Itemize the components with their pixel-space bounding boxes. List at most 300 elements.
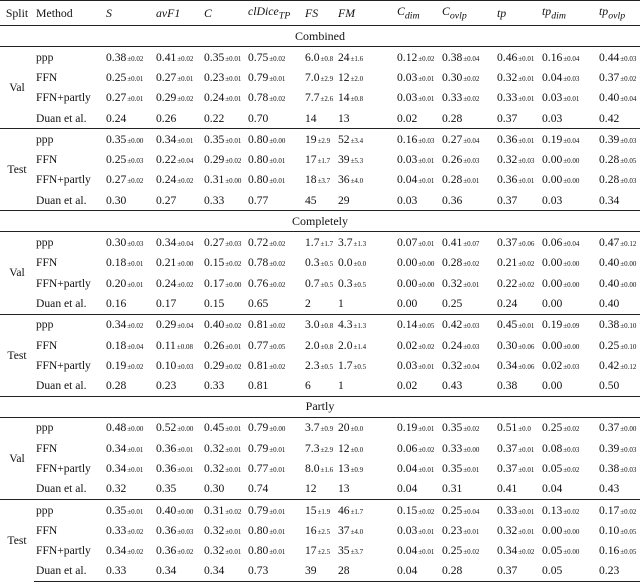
value-mean: 12 xyxy=(305,482,317,496)
value-mean: 0.28 xyxy=(442,173,463,187)
value-std: ±0.00 xyxy=(177,507,194,516)
method-cell: ppp xyxy=(36,50,54,64)
value-std: ±0.01 xyxy=(518,177,535,186)
value-cell xyxy=(204,88,248,108)
value-cell xyxy=(305,314,338,335)
value-mean: 0.03 xyxy=(542,193,563,207)
value-cell xyxy=(497,438,542,458)
value-mean: 0.37 xyxy=(497,193,518,207)
value-std: ±0.01 xyxy=(269,507,286,516)
value-std: ±0.06 xyxy=(518,342,535,351)
value-mean: 0.12 xyxy=(397,50,418,64)
value-mean: 0.29 xyxy=(156,318,177,332)
value-mean: 0.37 xyxy=(497,564,518,578)
table-row xyxy=(0,355,640,375)
value-std: ±0.02 xyxy=(225,157,242,166)
value-std: ±0.03 xyxy=(225,240,242,249)
value-mean: 0.65 xyxy=(248,296,269,310)
value-cell xyxy=(497,149,542,169)
value-std: ±0.9 xyxy=(320,425,334,434)
value-mean: 0.27 xyxy=(106,91,127,105)
value-cell xyxy=(156,67,204,87)
value-mean: 0.72 xyxy=(248,236,269,250)
value-cell xyxy=(106,47,156,68)
value-mean: 0.26 xyxy=(204,338,225,352)
value-cell xyxy=(542,108,599,129)
value-cell xyxy=(497,520,542,540)
value-std: ±0.03 xyxy=(463,322,480,331)
value-cell xyxy=(156,375,204,396)
value-mean: 0.14 xyxy=(397,318,418,332)
value-mean: 0.79 xyxy=(248,503,269,517)
method-cell: ppp xyxy=(36,236,54,250)
value-cell xyxy=(442,88,497,108)
value-cell xyxy=(497,253,542,273)
table-row xyxy=(0,561,640,582)
value-std: ±0.02 xyxy=(269,54,286,63)
value-mean: 0.81 xyxy=(248,379,269,393)
value-mean: 0.36 xyxy=(156,544,177,558)
value-cell xyxy=(542,273,599,293)
value-mean: 0.27 xyxy=(156,70,177,84)
value-std: ±1.6 xyxy=(350,54,364,63)
value-mean: 0.25 xyxy=(106,70,127,84)
value-std: ±0.01 xyxy=(518,465,535,474)
value-std: ±0.00 xyxy=(225,280,242,289)
value-std: ±0.02 xyxy=(563,425,580,434)
value-std: ±0.02 xyxy=(463,74,480,83)
value-cell xyxy=(248,314,305,335)
value-std: ±0.5 xyxy=(320,280,334,289)
value-cell xyxy=(305,190,338,211)
value-cell xyxy=(497,499,542,520)
value-mean: 0.05 xyxy=(542,564,563,578)
value-std: ±0.10 xyxy=(620,322,637,331)
value-cell xyxy=(497,293,542,314)
value-cell xyxy=(542,232,599,253)
table-row xyxy=(0,273,640,293)
value-cell xyxy=(204,499,248,520)
value-mean: 0.31 xyxy=(442,482,463,496)
value-cell xyxy=(338,335,397,355)
value-cell xyxy=(248,458,305,478)
value-std: ±0.00 xyxy=(225,177,242,186)
value-cell xyxy=(442,67,497,87)
value-cell xyxy=(599,273,640,293)
method-header: Method xyxy=(34,1,106,26)
value-cell xyxy=(497,335,542,355)
value-std: ±0.01 xyxy=(418,157,435,166)
value-cell xyxy=(442,108,497,129)
value-cell xyxy=(497,479,542,500)
value-std: ±0.01 xyxy=(518,445,535,454)
value-mean: 52 xyxy=(338,132,350,146)
value-std: ±0.00 xyxy=(418,280,435,289)
value-mean: 3.0 xyxy=(305,318,320,332)
value-std: ±5.3 xyxy=(350,157,364,166)
value-mean: 4.3 xyxy=(338,318,353,332)
value-mean: 0.24 xyxy=(106,111,127,125)
value-cell xyxy=(599,499,640,520)
value-mean: 0.33 xyxy=(204,193,225,207)
method-cell: FFN xyxy=(36,338,58,352)
value-mean: 0.51 xyxy=(497,421,518,435)
value-std: ±4.0 xyxy=(350,177,364,186)
value-std: ±0.03 xyxy=(620,465,637,474)
value-mean: 0.25 xyxy=(599,338,620,352)
value-cell xyxy=(599,293,640,314)
value-mean: 0.74 xyxy=(248,482,269,496)
value-std: ±0.00 xyxy=(127,425,144,434)
value-std: ±1.7 xyxy=(320,240,334,249)
value-cell xyxy=(248,47,305,68)
method-cell: Duan et al. xyxy=(36,482,87,496)
value-cell xyxy=(156,293,204,314)
value-mean: 0.34 xyxy=(156,236,177,250)
value-mean: 39 xyxy=(305,564,317,578)
value-mean: 6 xyxy=(305,379,311,393)
value-cell xyxy=(338,417,397,438)
value-cell xyxy=(248,355,305,375)
value-mean: 7.7 xyxy=(305,91,320,105)
value-cell xyxy=(106,149,156,169)
value-cell xyxy=(497,67,542,87)
method-cell: FFN+partly xyxy=(36,276,91,290)
value-mean: 0.38 xyxy=(442,50,463,64)
value-cell xyxy=(305,232,338,253)
value-mean: 0.37 xyxy=(599,70,620,84)
value-cell xyxy=(106,253,156,273)
value-cell xyxy=(106,520,156,540)
value-cell xyxy=(542,541,599,561)
value-mean: 0.33 xyxy=(442,91,463,105)
value-mean: 0.22 xyxy=(204,111,225,125)
value-cell xyxy=(248,273,305,293)
value-mean: 28 xyxy=(338,564,350,578)
value-cell xyxy=(204,253,248,273)
value-mean: 0.25 xyxy=(442,544,463,558)
value-cell xyxy=(599,335,640,355)
value-cell xyxy=(542,417,599,438)
value-cell xyxy=(248,88,305,108)
value-cell xyxy=(305,520,338,540)
value-mean: 0.32 xyxy=(442,358,463,372)
value-std: ±0.12 xyxy=(620,362,637,371)
value-mean: 0.80 xyxy=(248,544,269,558)
value-std: ±0.01 xyxy=(127,465,144,474)
value-mean: 0.26 xyxy=(442,153,463,167)
value-std: ±0.02 xyxy=(269,362,286,371)
value-mean: 0.76 xyxy=(248,276,269,290)
value-cell xyxy=(542,520,599,540)
value-mean: 0.17 xyxy=(156,296,177,310)
value-mean: 0.35 xyxy=(204,132,225,146)
value-mean: 13 xyxy=(338,482,350,496)
value-std: ±0.02 xyxy=(418,507,435,516)
value-mean: 0.23 xyxy=(156,379,177,393)
value-mean: 0.00 xyxy=(542,338,563,352)
value-cell xyxy=(542,438,599,458)
table-row xyxy=(0,232,640,253)
value-mean: 0.77 xyxy=(248,193,269,207)
value-mean: 0.44 xyxy=(599,50,620,64)
value-cell xyxy=(442,355,497,375)
value-cell xyxy=(106,129,156,150)
value-cell xyxy=(599,253,640,273)
value-cell xyxy=(204,232,248,253)
method-cell: ppp xyxy=(34,129,106,150)
value-cell xyxy=(497,273,542,293)
header-row xyxy=(0,1,640,26)
value-std: ±0.02 xyxy=(225,260,242,269)
value-std: ±0.5 xyxy=(353,280,367,289)
value-mean: 39 xyxy=(338,153,350,167)
table-row xyxy=(0,438,640,458)
value-mean: 0.25 xyxy=(106,153,127,167)
value-mean: 0.41 xyxy=(497,482,518,496)
value-mean: 0.37 xyxy=(599,421,620,435)
value-cell xyxy=(248,541,305,561)
table-row xyxy=(0,88,640,108)
value-std: ±2.9 xyxy=(320,445,334,454)
value-cell xyxy=(106,88,156,108)
value-mean: 0.22 xyxy=(156,153,177,167)
value-cell xyxy=(599,438,640,458)
value-cell xyxy=(397,170,442,190)
value-std: ±0.01 xyxy=(418,74,435,83)
value-mean: 0.20 xyxy=(106,276,127,290)
value-mean: 29 xyxy=(338,193,350,207)
value-cell xyxy=(497,355,542,375)
section-header-row xyxy=(0,211,640,232)
metric-header-cldice: clDice$_{TP}$ xyxy=(248,1,305,26)
value-std: ±2.9 xyxy=(320,74,334,83)
value-cell xyxy=(338,479,397,500)
value-cell xyxy=(338,438,397,458)
value-cell xyxy=(204,355,248,375)
value-mean: 0.32 xyxy=(497,70,518,84)
value-cell xyxy=(442,149,497,169)
value-std: ±0.01 xyxy=(127,74,144,83)
value-cell xyxy=(442,561,497,582)
value-mean: 0.7 xyxy=(305,276,320,290)
value-cell xyxy=(542,458,599,478)
value-std: ±0.03 xyxy=(620,177,637,186)
value-cell xyxy=(338,458,397,478)
value-cell xyxy=(204,190,248,211)
value-mean: 24 xyxy=(338,50,350,64)
value-mean: 0.81 xyxy=(248,318,269,332)
value-std: ±0.01 xyxy=(269,465,286,474)
value-mean: 0.34 xyxy=(497,358,518,372)
value-std: ±4.0 xyxy=(350,527,364,536)
value-cell xyxy=(156,47,204,68)
value-mean: 0.42 xyxy=(599,111,620,125)
value-mean: 0.25 xyxy=(442,296,463,310)
value-cell xyxy=(248,520,305,540)
value-std: ±0.5 xyxy=(353,362,367,371)
value-mean: 0.04 xyxy=(397,544,418,558)
value-std: ±0.9 xyxy=(350,465,364,474)
value-std: ±1.7 xyxy=(350,507,364,516)
value-mean: 0.33 xyxy=(442,441,463,455)
value-mean: 0.23 xyxy=(599,564,620,578)
method-cell: FFN+partly xyxy=(36,91,91,105)
value-mean: 0.33 xyxy=(497,91,518,105)
value-mean: 0.32 xyxy=(204,461,225,475)
value-cell xyxy=(338,129,397,150)
value-cell xyxy=(599,108,640,129)
method-cell: Duan et al. xyxy=(34,561,106,582)
value-mean: 1.7 xyxy=(305,236,320,250)
value-std: ±0.02 xyxy=(127,177,144,186)
value-std: ±0.02 xyxy=(418,445,435,454)
value-mean: 1 xyxy=(338,296,344,310)
value-mean: 12 xyxy=(338,70,350,84)
value-cell xyxy=(397,273,442,293)
value-std: ±2.5 xyxy=(317,548,331,557)
value-std: ±0.03 xyxy=(177,362,194,371)
value-std: ±0.01 xyxy=(225,425,242,434)
value-mean: 0.41 xyxy=(442,236,463,250)
split-label: Test xyxy=(0,129,34,211)
value-std: ±0.01 xyxy=(127,507,144,516)
value-std: ±0.00 xyxy=(563,280,580,289)
value-std: ±1.6 xyxy=(320,465,334,474)
value-std: ±0.01 xyxy=(418,425,435,434)
value-mean: 35 xyxy=(338,544,350,558)
value-cell xyxy=(338,293,397,314)
value-cell xyxy=(248,129,305,150)
value-std: ±0.02 xyxy=(620,507,637,516)
value-mean: 7.0 xyxy=(305,70,320,84)
value-mean: 0.02 xyxy=(397,379,418,393)
value-cell xyxy=(248,499,305,520)
value-mean: 0.37 xyxy=(497,111,518,125)
value-std: ±0.01 xyxy=(127,280,144,289)
value-mean: 0.30 xyxy=(106,193,127,207)
value-mean: 0.00 xyxy=(397,296,418,310)
value-mean: 13 xyxy=(338,461,350,475)
value-std: ±0.02 xyxy=(518,280,535,289)
value-mean: 0.02 xyxy=(397,338,418,352)
table-row xyxy=(0,479,640,500)
value-std: ±0.02 xyxy=(177,548,194,557)
value-cell xyxy=(397,190,442,211)
value-mean: 0.34 xyxy=(106,544,127,558)
value-mean: 0.17 xyxy=(599,503,620,517)
value-cell xyxy=(305,149,338,169)
value-cell xyxy=(397,561,442,582)
value-mean: 0.11 xyxy=(156,338,176,352)
value-mean: 0.03 xyxy=(397,523,418,537)
section-header-row xyxy=(0,396,640,417)
value-std: ±1.4 xyxy=(353,342,367,351)
value-cell xyxy=(305,253,338,273)
value-mean: 0.24 xyxy=(442,338,463,352)
value-std: ±0.05 xyxy=(620,157,637,166)
value-std: ±0.04 xyxy=(463,136,480,145)
value-mean: 6.0 xyxy=(305,50,320,64)
section-header-row xyxy=(0,26,640,47)
method-cell: FFN+partly xyxy=(36,173,91,187)
metric-header-tp-ovlp: $tp_{ovlp}$ xyxy=(599,1,640,26)
value-std: ±0.02 xyxy=(127,548,144,557)
value-std: ±0.01 xyxy=(269,177,286,186)
value-cell xyxy=(442,170,497,190)
value-std: ±2.5 xyxy=(317,527,331,536)
value-cell xyxy=(542,479,599,500)
value-cell xyxy=(338,170,397,190)
value-mean: 0.06 xyxy=(542,236,563,250)
value-mean: 0.80 xyxy=(248,523,269,537)
value-cell xyxy=(156,458,204,478)
value-cell xyxy=(542,129,599,150)
value-std: ±0.01 xyxy=(127,445,144,454)
section-title: Partly xyxy=(0,396,640,417)
value-mean: 0.03 xyxy=(397,91,418,105)
value-mean: 0.38 xyxy=(106,50,127,64)
value-mean: 0.38 xyxy=(599,461,620,475)
value-std: ±0.01 xyxy=(518,74,535,83)
value-mean: 0.47 xyxy=(599,236,620,250)
value-cell xyxy=(204,67,248,87)
value-std: ±0.01 xyxy=(463,465,480,474)
value-std: ±2.9 xyxy=(317,136,331,145)
metric-header-fs: FS xyxy=(305,1,338,26)
value-std: ±0.02 xyxy=(127,362,144,371)
value-std: ±0.03 xyxy=(127,157,144,166)
value-cell xyxy=(442,479,497,500)
table-row xyxy=(0,314,640,335)
value-mean: 2.0 xyxy=(338,338,353,352)
value-std: ±0.00 xyxy=(463,445,480,454)
value-std: ±0.01 xyxy=(518,54,535,63)
value-cell xyxy=(599,88,640,108)
value-mean: 0.30 xyxy=(497,338,518,352)
value-std: ±0.5 xyxy=(320,260,334,269)
value-cell xyxy=(106,561,156,582)
value-std: ±0.01 xyxy=(563,95,580,104)
value-cell xyxy=(156,149,204,169)
value-mean: 0.32 xyxy=(497,523,518,537)
value-mean: 0.40 xyxy=(204,318,225,332)
value-std: ±0.01 xyxy=(518,322,535,331)
value-cell xyxy=(106,458,156,478)
table-row xyxy=(0,458,640,478)
value-mean: 0.27 xyxy=(106,173,127,187)
value-mean: 0.02 xyxy=(542,358,563,372)
method-cell: FFN+partly xyxy=(36,544,91,558)
value-std: ±0.07 xyxy=(463,240,480,249)
value-mean: 0.33 xyxy=(106,523,127,537)
table-row xyxy=(0,520,640,540)
value-cell xyxy=(442,47,497,68)
value-std: ±0.03 xyxy=(127,240,144,249)
value-mean: 0.43 xyxy=(442,379,463,393)
value-std: ±0.02 xyxy=(418,54,435,63)
metric-header-c: C xyxy=(204,1,248,26)
value-mean: 7.3 xyxy=(305,441,320,455)
value-cell xyxy=(204,375,248,396)
value-cell xyxy=(442,314,497,335)
value-std: ±0.00 xyxy=(269,136,286,145)
value-cell xyxy=(248,190,305,211)
value-mean: 3.7 xyxy=(338,236,353,250)
value-mean: 0.28 xyxy=(442,111,463,125)
value-cell xyxy=(305,67,338,87)
value-std: ±0.04 xyxy=(177,240,194,249)
